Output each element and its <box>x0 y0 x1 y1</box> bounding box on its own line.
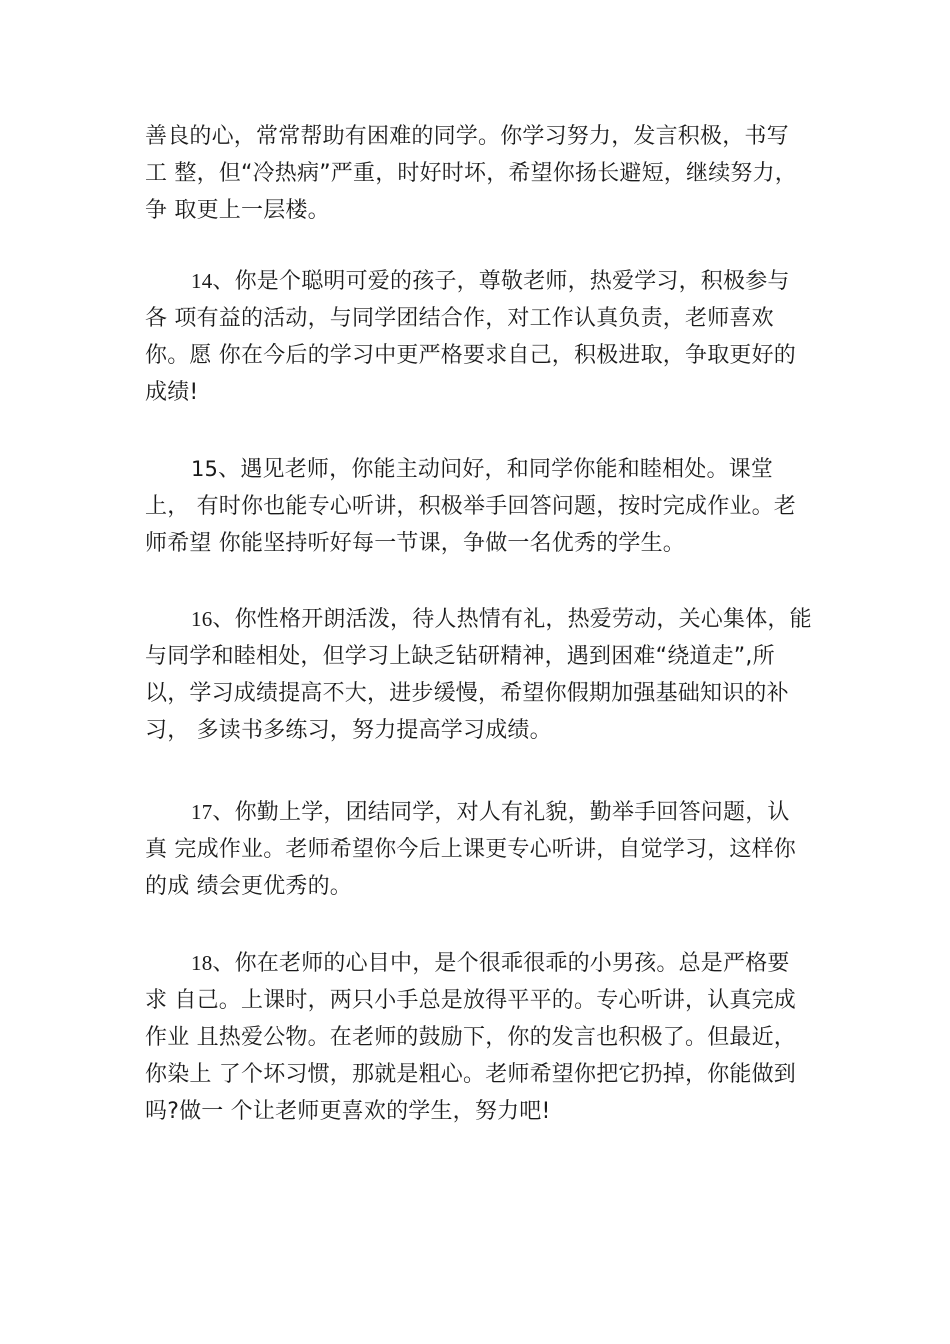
paragraph-17 <box>145 794 813 905</box>
item-number: 18 <box>191 951 213 975</box>
text-line: 善良的心，常常帮助有困难的同学。你学习努力，发言积极，书写 <box>145 124 789 149</box>
text-line: 师希望 你能坚持听好每一节课，争做一名优秀的学生。 <box>145 531 685 556</box>
paragraph-15 <box>145 451 813 562</box>
text-line: 作业 且热爱公物。在老师的鼓励下，你的发言也积极了。但最近， <box>145 1025 796 1050</box>
text-segment: 、你性格开朗活泼，待人热情有礼，热爱劳动，关心集体，能 <box>212 607 812 632</box>
text-segment: 、遇见老师，你能主动问好，和同学你能和睦相处。课堂 <box>218 457 774 482</box>
text-line-first <box>145 945 813 982</box>
item-number: 17 <box>191 800 213 824</box>
text-line: 你染上 了个坏习惯，那就是粗心。老师希望你把它扔掉，你能做到 <box>145 1062 796 1087</box>
text-line: 吗?做一 个让老师更喜欢的学生，努力吧! <box>145 1099 551 1124</box>
text-line-first <box>145 794 813 831</box>
paragraph-18 <box>145 945 813 1130</box>
item-number: 14 <box>191 269 213 293</box>
text-line: 你。愿 你在今后的学习中更严格要求自己，积极进取，争取更好的 <box>145 343 796 368</box>
text-segment: 、你在老师的心目中，是个很乖很乖的小男孩。总是严格要 <box>212 951 790 976</box>
item-number: 16 <box>191 607 213 631</box>
text-line: 各 项有益的活动，与同学团结合作，对工作认真负责，老师喜欢 <box>145 306 774 331</box>
text-line: 真 完成作业。老师希望你今后上课更专心听讲，自觉学习，这样你 <box>145 837 796 862</box>
text-line: 上， 有时你也能专心听讲，积极举手回答问题，按时完成作业。老 <box>145 494 796 519</box>
text-line: 求 自己。上课时，两只小手总是放得平平的。专心听讲，认真完成 <box>145 988 796 1013</box>
paragraph-13-continued <box>145 118 813 229</box>
text-line: 成绩! <box>145 380 199 405</box>
text-line: 争 取更上一层楼。 <box>145 198 330 223</box>
text-segment: 、你是个聪明可爱的孩子，尊敬老师，热爱学习，积极参与 <box>212 269 790 294</box>
paragraph-14 <box>145 263 813 411</box>
text-line-first <box>145 601 813 638</box>
item-number: 15 <box>191 457 219 481</box>
paragraph-16 <box>145 601 813 749</box>
text-line-first <box>145 451 813 488</box>
text-line: 的成 绩会更优秀的。 <box>145 874 352 899</box>
text-line: 以，学习成绩提高不大，进步缓慢，希望你假期加强基础知识的补 <box>145 681 789 706</box>
text-line: 工 整，但“冷热病”严重，时好时坏，希望你扬长避短，继续努力， <box>145 161 797 186</box>
text-line: 习， 多读书多练习，努力提高学习成绩。 <box>145 718 552 743</box>
text-line-first <box>145 263 813 300</box>
text-line: 与同学和睦相处，但学习上缺乏钻研精神，遇到困难“绕道走”,所 <box>145 644 775 669</box>
text-segment: 、你勤上学，团结同学，对人有礼貌，勤举手回答问题，认 <box>212 800 790 825</box>
